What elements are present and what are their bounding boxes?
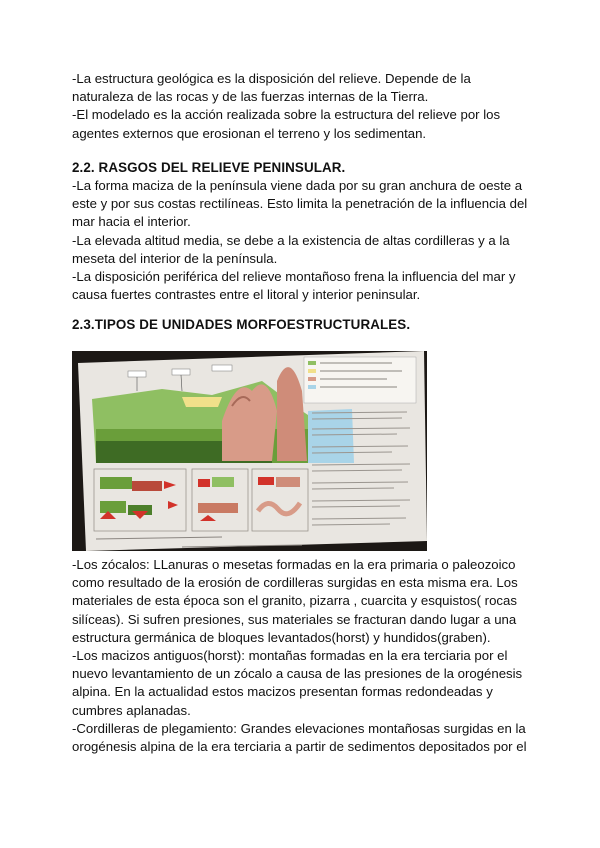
paragraph-altitud-media: -La elevada altitud media, se debe a la existencia de altas cordilleras y a la meseta del interior de la península. xyxy=(72,232,510,266)
paragraph-zocalos: -Los zócalos: LLanuras o mesetas formadas en la era primaria o paleozoico como resultado de la erosión de cordilleras surgidas en esta misma era. Los materiales de esta época son el granito, pizarra , cuarcita y esquistos( rocas silíceas). Si sufren presiones, sus materiales se fracturan dando lugar a una estructura germánica de bloques levantados(horst) y hundidos(graben). xyxy=(72,557,518,645)
intro-paragraph-structure: -La estructura geológica es la disposición del relieve. Depende de la naturaleza de las rocas y de las fuerzas internas de la Tierra. xyxy=(72,71,471,105)
section-heading-2-2: 2.2. RASGOS DEL RELIEVE PENINSULAR. xyxy=(72,160,346,175)
intro-section xyxy=(72,70,532,143)
textbook-diagram-photo xyxy=(72,351,427,551)
paragraph-forma-maciza: -La forma maciza de la península viene dada por su gran anchura de oeste a este y por sus costas rectilíneas. Esto limita la penetración de la influencia del mar hacia el interior. xyxy=(72,178,528,230)
section-heading-2-3: 2.3.TIPOS DE UNIDADES MORFOESTRUCTURALES. xyxy=(72,317,411,332)
paragraph-disposicion-periferica: -La disposición periférica del relieve montañoso frena la influencia del mar y causa fuertes contrastes entre el litoral y interior peninsular. xyxy=(72,269,516,303)
diagram-photo-icon xyxy=(72,351,427,551)
paragraph-macizos-antiguos: -Los macizos antiguos(horst): montañas formadas en la era terciaria por el nuevo levantamiento de un zócalo a causa de las presiones de la orogénesis alpina. En la actualidad estos macizos presentan formas redondeadas y cumbres aplanadas. xyxy=(72,648,523,718)
intro-paragraph-modelado: -El modelado es la acción realizada sobre la estructura del relieve por los agentes externos que erosionan el terreno y los sedimentan. xyxy=(72,107,501,141)
section-2-3-body xyxy=(72,556,532,756)
section-2-2-body xyxy=(72,177,532,304)
paragraph-cordilleras-plegamiento: -Cordilleras de plegamiento: Grandes elevaciones montañosas surgidas en la orogénesis alpina de la era terciaria a partir de sedimentos depositados por el xyxy=(72,720,527,755)
